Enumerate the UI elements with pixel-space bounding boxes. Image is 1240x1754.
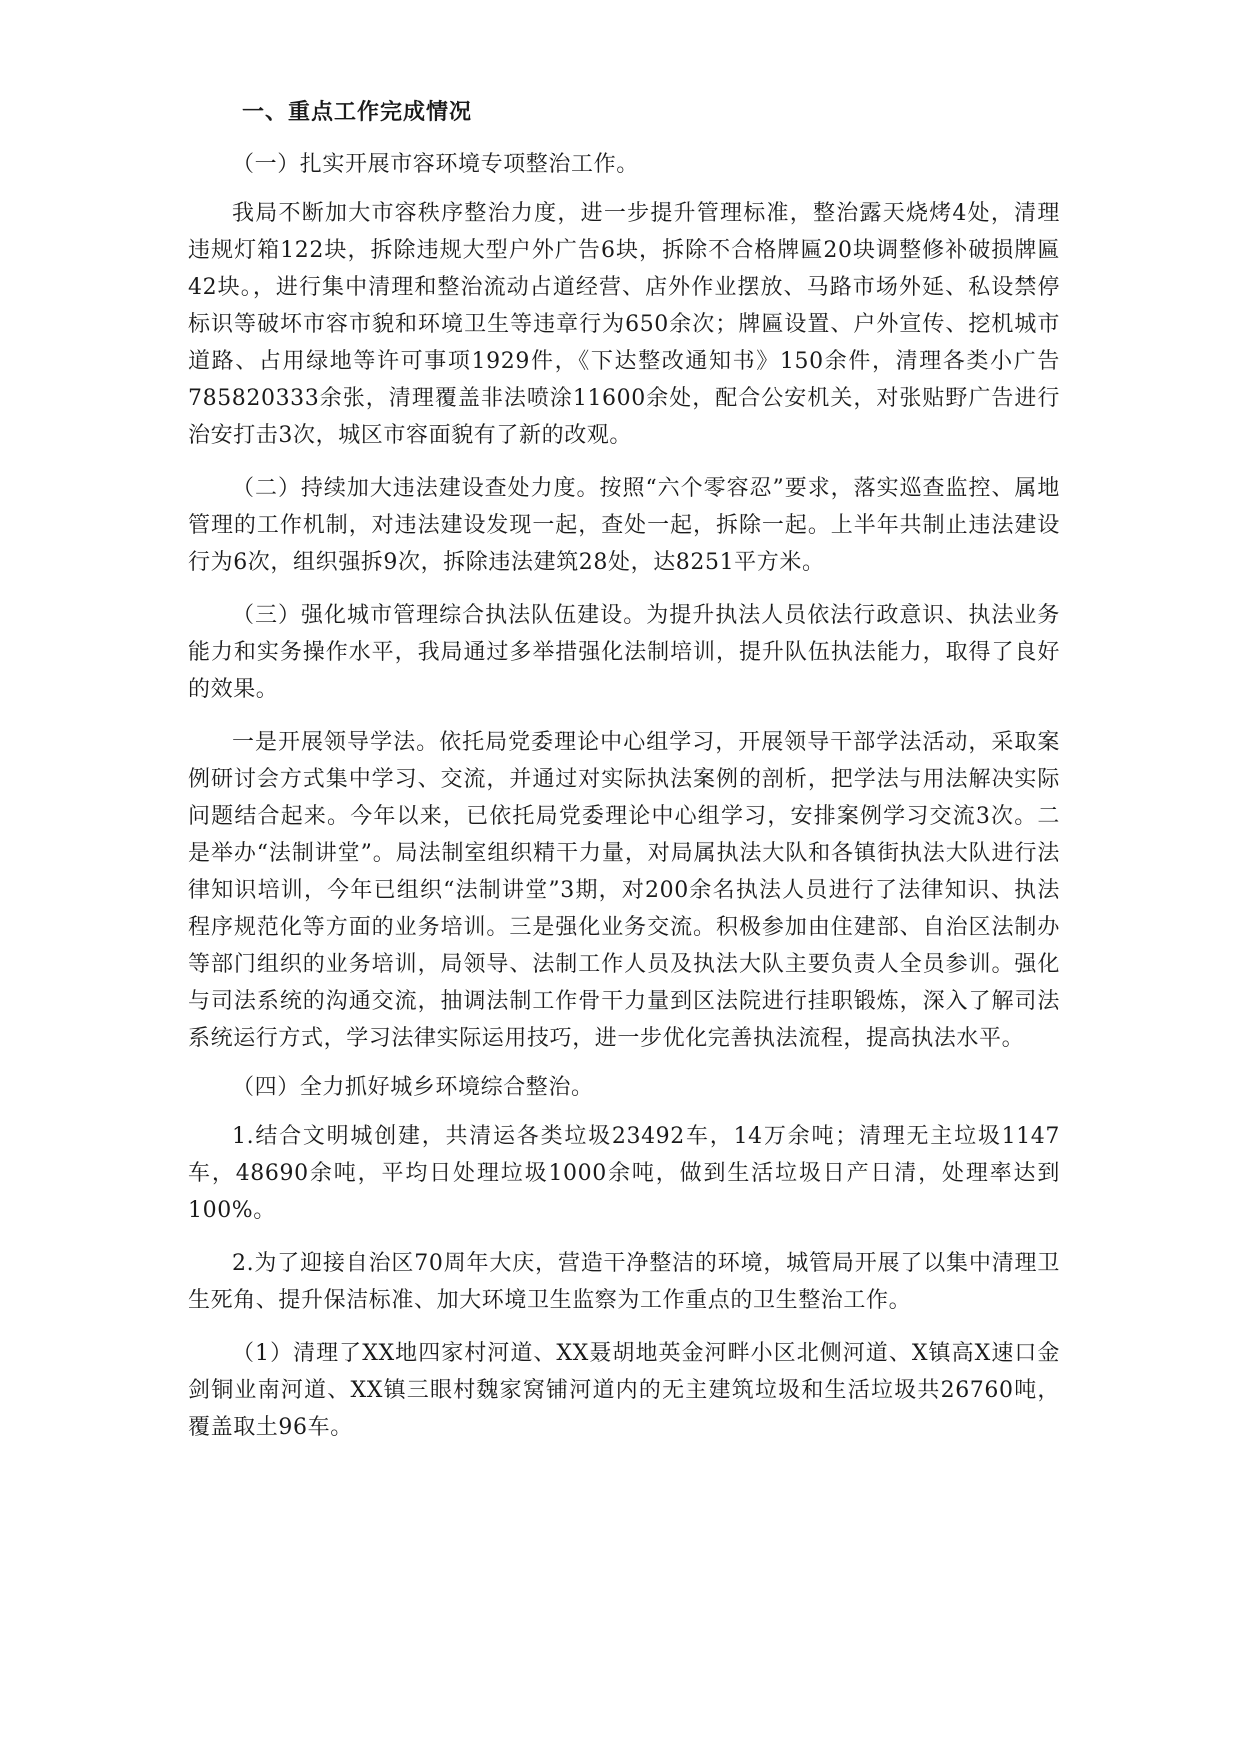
document-page [188,94,1060,1458]
paragraph-2: （二）持续加大违法建设查处力度。按照“六个零容忍”要求，落实巡查监控、属地管理的工作机制，对违法建设发现一起，查处一起，拆除一起。上半年共制止违法建设行为6次，组织强拆9次，拆除违法建筑28处，达8251平方米。 [188,476,1060,575]
paragraph-1: 我局不断加大市容秩序整治力度，进一步提升管理标准，整治露天烧烤4处，清理违规灯箱122块，拆除违规大型户外广告6块，拆除不合格牌匾20块调整修补破损牌匾42块。，进行集中清理和整治流动占道经营、店外作业摆放、马路市场外延、私设禁停标识等破坏市容市貌和环境卫生等违章行为650余次；牌匾设置、户外宣传、挖机城市道路、占用绿地等许可事项1929件，《下达整改通知书》150余件，清理各类小广告785820333余张，清理覆盖非法喷涂11600余处，配合公安机关，对张贴野广告进行治安打击3次，城区市容面貌有了新的改观。 [188,201,1060,448]
subsection-title-1: （一）扎实开展市容环境专项整治工作。 [232,152,639,177]
paragraph-7: 2.为了迎接自治区70周年大庆，营造干净整洁的环境，城管局开展了以集中清理卫生死角、提升保洁标准、加大环境卫生监察为工作重点的卫生整治工作。 [188,1251,1060,1313]
subsection-title-4: （四）全力抓好城乡环境综合整治。 [232,1075,594,1100]
paragraph-4: 一是开展领导学法。依托局党委理论中心组学习，开展领导干部学法活动，采取案例研讨会方式集中学习、交流，并通过对实际执法案例的剖析，把学法与用法解决实际问题结合起来。今年以来，已依托局党委理论中心组学习，安排案例学习交流3次。二是举办“法制讲堂”。局法制室组织精干力量，对局属执法大队和各镇街执法大队进行法律知识培训，今年已组织“法制讲堂”3期，对200余名执法人员进行了法律知识、执法程序规范化等方面的业务培训。三是强化业务交流。积极参加由住建部、自治区法制办等部门组织的业务培训，局领导、法制工作人员及执法大队主要负责人全员参训。强化与司法系统的沟通交流，抽调法制工作骨干力量到区法院进行挂职锻炼，深入了解司法系统运行方式，学习法律实际运用技巧，进一步优化完善执法流程，提高执法水平。 [188,730,1060,1051]
paragraph-6: 1.结合文明城创建，共清运各类垃圾23492车，14万余吨；清理无主垃圾1147车，48690余吨，平均日处理垃圾1000余吨，做到生活垃圾日产日清，处理率达到100%。 [188,1124,1060,1223]
paragraph-8: （1）清理了XX地四家村河道、XX聂胡地英金河畔小区北侧河道、X镇高X速口金剑铜业南河道、XX镇三眼村魏家窝铺河道内的无主建筑垃圾和生活垃圾共26760吨，覆盖取土96车。 [188,1341,1060,1440]
section-heading: 一、重点工作完成情况 [242,100,473,125]
paragraph-3: （三）强化城市管理综合执法队伍建设。为提升执法人员依法行政意识、执法业务能力和实务操作水平，我局通过多举措强化法制培训，提升队伍执法能力，取得了良好的效果。 [188,603,1060,702]
